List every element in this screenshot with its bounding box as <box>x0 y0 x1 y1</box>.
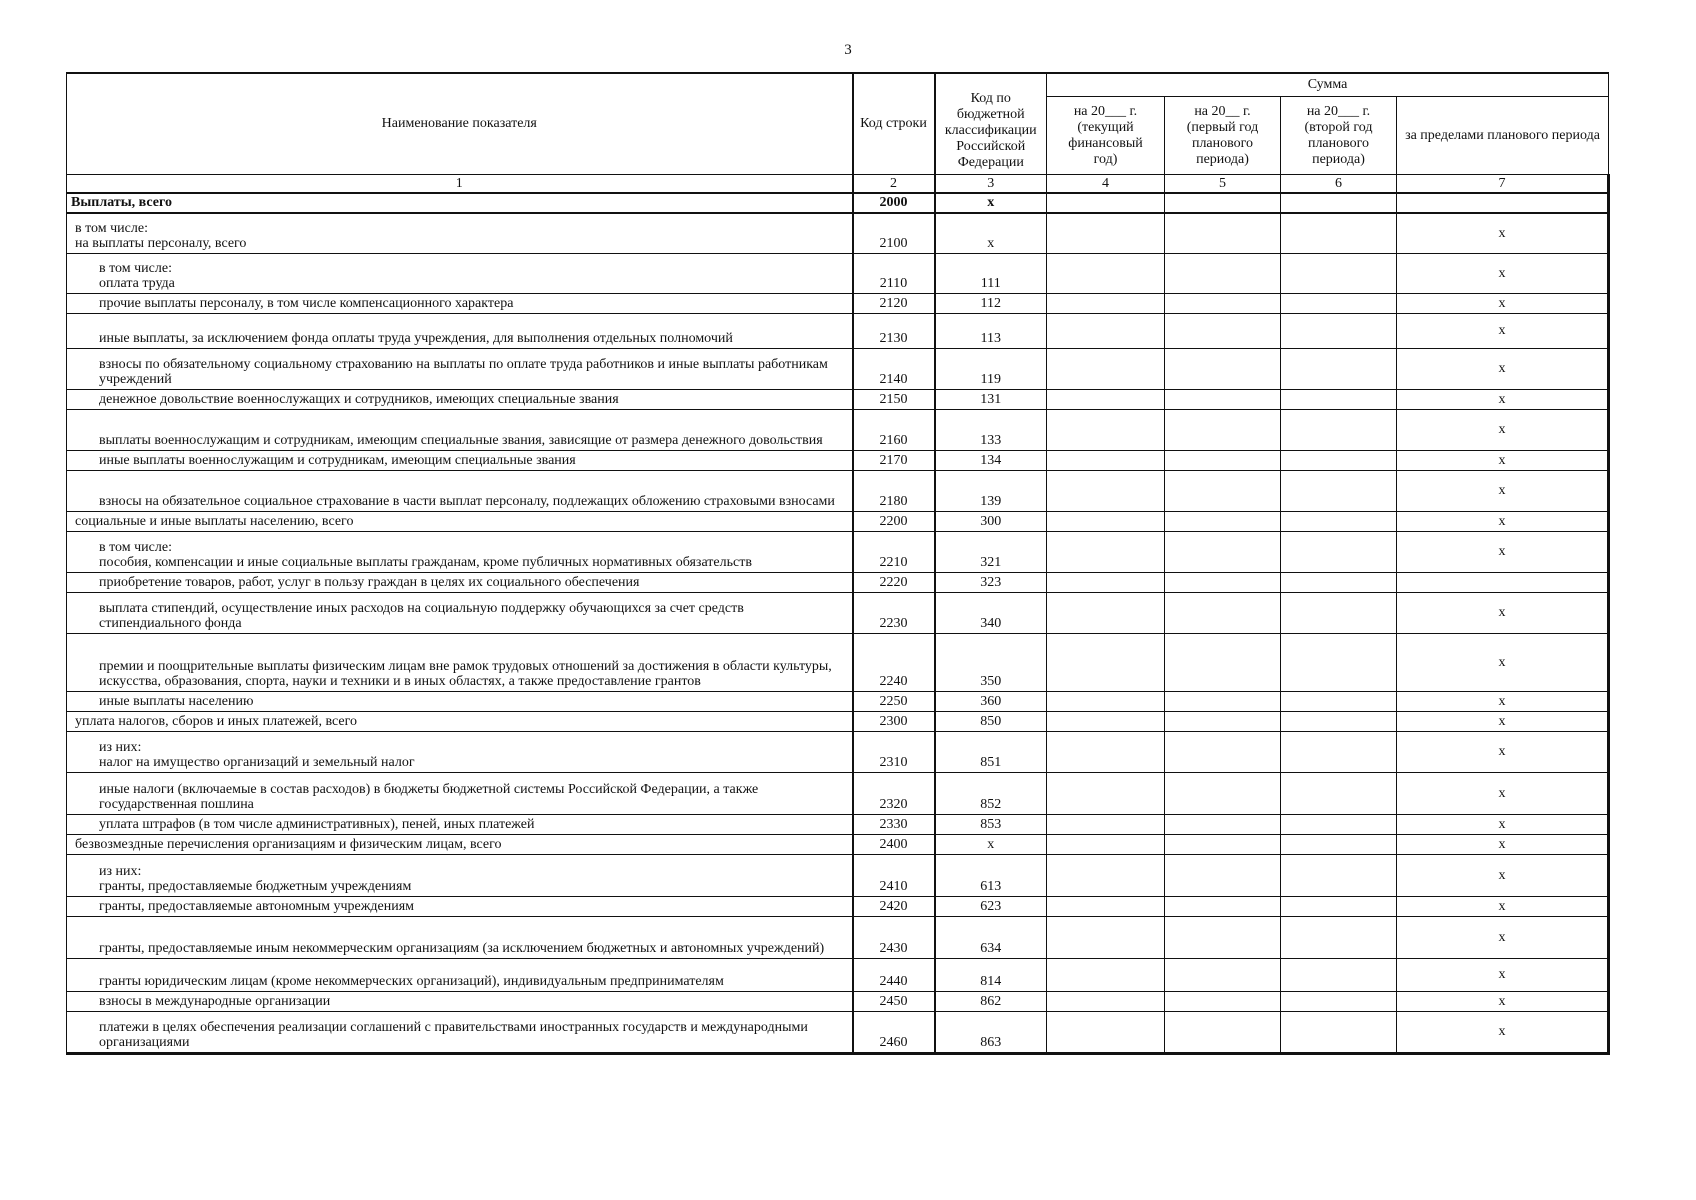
amount-cell[interactable] <box>1281 991 1397 1011</box>
row-name <box>67 450 853 470</box>
amount-cell[interactable] <box>1165 531 1281 572</box>
row-code: 2400 <box>853 834 935 854</box>
amount-cell[interactable] <box>1047 213 1165 253</box>
amount-cell[interactable] <box>1047 896 1165 916</box>
amount-cell[interactable] <box>1047 691 1165 711</box>
amount-cell[interactable] <box>1281 348 1397 389</box>
amount-cell[interactable] <box>1281 896 1397 916</box>
row-name <box>67 531 853 572</box>
row-code: 2420 <box>853 896 935 916</box>
amount-cell[interactable] <box>1281 958 1397 991</box>
table-row <box>67 293 1609 313</box>
col-number: 4 <box>1047 175 1165 194</box>
row-kbk: 323 <box>935 572 1047 592</box>
col-number: 7 <box>1397 175 1609 194</box>
beyond-period-cell: x <box>1397 814 1609 834</box>
row-lead: в том числе: <box>99 539 172 555</box>
row-name <box>67 293 853 313</box>
row-name <box>67 253 853 293</box>
row-code: 2160 <box>853 409 935 450</box>
amount-cell[interactable] <box>1165 511 1281 531</box>
row-kbk: 321 <box>935 531 1047 572</box>
amount-cell[interactable] <box>1047 511 1165 531</box>
beyond-period-cell: x <box>1397 711 1609 731</box>
row-name <box>67 691 853 711</box>
amount-cell[interactable] <box>1047 470 1165 511</box>
amount-cell[interactable] <box>1281 193 1397 213</box>
col-number: 6 <box>1281 175 1397 194</box>
header-kbk: Код по бюджетной классификации Российской Федерации <box>935 73 1047 175</box>
row-code: 2460 <box>853 1011 935 1053</box>
row-code: 2410 <box>853 854 935 896</box>
row-kbk: 634 <box>935 916 1047 958</box>
row-code: 2110 <box>853 253 935 293</box>
amount-cell[interactable] <box>1047 991 1165 1011</box>
row-label: налог на имущество организаций и земельный налог <box>99 754 415 770</box>
row-label: иные налоги (включаемые в состав расходов) в бюджеты бюджетной системы Российской Федерации, а также государственная пошлина <box>99 781 759 812</box>
row-name <box>67 896 853 916</box>
table-row <box>67 348 1609 389</box>
table-row <box>67 916 1609 958</box>
beyond-period-cell: x <box>1397 531 1609 572</box>
amount-cell[interactable] <box>1281 313 1397 348</box>
row-code: 2140 <box>853 348 935 389</box>
header-year1: на 20___ г. (текущий финансовый год) <box>1047 97 1165 175</box>
row-name <box>67 213 853 253</box>
row-name <box>67 991 853 1011</box>
table-row <box>67 450 1609 470</box>
amount-cell[interactable] <box>1047 592 1165 633</box>
row-kbk: 350 <box>935 633 1047 691</box>
row-name <box>67 1011 853 1053</box>
row-kbk: 112 <box>935 293 1047 313</box>
row-lead: в том числе: <box>75 220 148 236</box>
row-kbk: 133 <box>935 409 1047 450</box>
row-label: иные выплаты военнослужащим и сотрудникам, имеющим специальные звания <box>99 452 576 468</box>
amount-cell[interactable] <box>1281 633 1397 691</box>
table-row <box>67 854 1609 896</box>
amount-cell[interactable] <box>1047 348 1165 389</box>
beyond-period-cell <box>1397 572 1609 592</box>
beyond-period-cell: x <box>1397 450 1609 470</box>
beyond-period-cell: x <box>1397 348 1609 389</box>
row-code: 2330 <box>853 814 935 834</box>
amount-cell[interactable] <box>1281 731 1397 772</box>
row-kbk: 300 <box>935 511 1047 531</box>
header-sum: Сумма <box>1047 73 1609 97</box>
row-name <box>67 854 853 896</box>
amount-cell[interactable] <box>1165 711 1281 731</box>
amount-cell[interactable] <box>1047 572 1165 592</box>
beyond-period-cell: x <box>1397 253 1609 293</box>
row-label: уплата налогов, сборов и иных платежей, всего <box>75 713 358 729</box>
header-beyond: за пределами планового периода <box>1397 97 1609 175</box>
row-code: 2430 <box>853 916 935 958</box>
table-row <box>67 834 1609 854</box>
row-lead: из них: <box>99 863 142 879</box>
row-name <box>67 348 853 389</box>
amount-cell[interactable] <box>1165 958 1281 991</box>
table-row <box>67 572 1609 592</box>
row-code: 2150 <box>853 389 935 409</box>
row-label: премии и поощрительные выплаты физическим лицам вне рамок трудовых отношений за достижения в области культуры, искусства, образования, спорта, науки и техники и в иных областях, а также предоставление грантов <box>99 658 832 689</box>
amount-cell[interactable] <box>1165 470 1281 511</box>
table-row <box>67 470 1609 511</box>
amount-cell[interactable] <box>1047 531 1165 572</box>
table-row <box>67 193 1609 213</box>
amount-cell[interactable] <box>1281 511 1397 531</box>
row-label: гранты, предоставляемые бюджетным учреждениям <box>99 878 412 894</box>
amount-cell[interactable] <box>1047 450 1165 470</box>
row-name <box>67 711 853 731</box>
row-code: 2120 <box>853 293 935 313</box>
beyond-period-cell: x <box>1397 896 1609 916</box>
amount-cell[interactable] <box>1281 814 1397 834</box>
header-year2: на 20__ г. (первый год планового периода) <box>1165 97 1281 175</box>
row-name <box>67 772 853 814</box>
row-name <box>67 470 853 511</box>
row-lead: в том числе: <box>99 260 172 276</box>
row-name <box>67 313 853 348</box>
table-row <box>67 313 1609 348</box>
row-lead: из них: <box>99 739 142 755</box>
row-label: выплата стипендий, осуществление иных расходов на социальную поддержку обучающихся за счет средств стипендиального фонда <box>99 600 744 631</box>
amount-cell[interactable] <box>1281 772 1397 814</box>
table-row <box>67 896 1609 916</box>
beyond-period-cell: x <box>1397 293 1609 313</box>
row-label: гранты юридическим лицам (кроме некоммерческих организаций), индивидуальным предпринимателям <box>99 973 724 989</box>
row-label: гранты, предоставляемые автономным учреждениям <box>99 898 415 914</box>
row-kbk: 113 <box>935 313 1047 348</box>
table-row <box>67 389 1609 409</box>
table-row <box>67 409 1609 450</box>
amount-cell[interactable] <box>1281 531 1397 572</box>
col-number: 3 <box>935 175 1047 194</box>
amount-cell[interactable] <box>1047 633 1165 691</box>
amount-cell[interactable] <box>1281 711 1397 731</box>
beyond-period-cell: x <box>1397 389 1609 409</box>
amount-cell[interactable] <box>1165 193 1281 213</box>
table-row <box>67 592 1609 633</box>
table-row <box>67 511 1609 531</box>
row-name <box>67 409 853 450</box>
beyond-period-cell: x <box>1397 834 1609 854</box>
amount-cell[interactable] <box>1281 253 1397 293</box>
amount-cell[interactable] <box>1165 633 1281 691</box>
row-kbk: x <box>935 193 1047 213</box>
row-kbk: x <box>935 834 1047 854</box>
amount-cell[interactable] <box>1165 213 1281 253</box>
amount-cell[interactable] <box>1047 253 1165 293</box>
row-code: 2240 <box>853 633 935 691</box>
amount-cell[interactable] <box>1281 213 1397 253</box>
row-kbk: 852 <box>935 772 1047 814</box>
row-label: иные выплаты населению <box>99 693 254 709</box>
row-name <box>67 916 853 958</box>
row-code: 2450 <box>853 991 935 1011</box>
amount-cell[interactable] <box>1165 772 1281 814</box>
row-name <box>67 633 853 691</box>
amount-cell[interactable] <box>1165 814 1281 834</box>
row-code: 2210 <box>853 531 935 572</box>
amount-cell[interactable] <box>1281 691 1397 711</box>
budget-table-sheet <box>66 72 1608 1055</box>
amount-cell[interactable] <box>1047 916 1165 958</box>
amount-cell[interactable] <box>1047 731 1165 772</box>
col-number: 5 <box>1165 175 1281 194</box>
row-label: иные выплаты, за исключением фонда оплаты труда учреждения, для выполнения отдельных полномочий <box>99 330 733 346</box>
row-name <box>67 834 853 854</box>
row-code: 2310 <box>853 731 935 772</box>
amount-cell[interactable] <box>1281 592 1397 633</box>
row-label: приобретение товаров, работ, услуг в пользу граждан в целях их социального обеспечения <box>99 574 640 590</box>
row-kbk: 134 <box>935 450 1047 470</box>
row-label: оплата труда <box>99 275 175 291</box>
row-name <box>67 958 853 991</box>
row-kbk: 862 <box>935 991 1047 1011</box>
amount-cell[interactable] <box>1047 854 1165 896</box>
table-row <box>67 814 1609 834</box>
amount-cell[interactable] <box>1281 834 1397 854</box>
amount-cell[interactable] <box>1047 293 1165 313</box>
row-kbk: 850 <box>935 711 1047 731</box>
beyond-period-cell: x <box>1397 772 1609 814</box>
amount-cell[interactable] <box>1047 772 1165 814</box>
row-code: 2100 <box>853 213 935 253</box>
row-label: взносы по обязательному социальному страхованию на выплаты по оплате труда работников и иные выплаты работникам учреждений <box>99 356 828 387</box>
row-label: прочие выплаты персоналу, в том числе компенсационного характера <box>99 295 514 311</box>
beyond-period-cell: x <box>1397 213 1609 253</box>
beyond-period-cell: x <box>1397 854 1609 896</box>
row-code: 2440 <box>853 958 935 991</box>
row-code: 2320 <box>853 772 935 814</box>
row-kbk: x <box>935 213 1047 253</box>
beyond-period-cell: x <box>1397 916 1609 958</box>
row-code: 2180 <box>853 470 935 511</box>
amount-cell[interactable] <box>1047 409 1165 450</box>
header-name: Наименование показателя <box>67 73 853 175</box>
row-kbk: 814 <box>935 958 1047 991</box>
amount-cell[interactable] <box>1165 409 1281 450</box>
table-row <box>67 711 1609 731</box>
amount-cell[interactable] <box>1165 313 1281 348</box>
amount-cell[interactable] <box>1047 834 1165 854</box>
table-row <box>67 731 1609 772</box>
row-kbk: 613 <box>935 854 1047 896</box>
amount-cell[interactable] <box>1047 711 1165 731</box>
beyond-period-cell: x <box>1397 691 1609 711</box>
header-code: Код строки <box>853 73 935 175</box>
amount-cell[interactable] <box>1281 470 1397 511</box>
amount-cell[interactable] <box>1047 958 1165 991</box>
row-label: безвозмездные перечисления организациям и физическим лицам, всего <box>75 836 502 852</box>
beyond-period-cell: x <box>1397 633 1609 691</box>
row-code: 2220 <box>853 572 935 592</box>
beyond-period-cell: x <box>1397 409 1609 450</box>
page-number: 3 <box>844 42 852 58</box>
row-code: 2250 <box>853 691 935 711</box>
amount-cell[interactable] <box>1047 313 1165 348</box>
amount-cell[interactable] <box>1281 293 1397 313</box>
amount-cell[interactable] <box>1047 814 1165 834</box>
payments-table <box>66 72 1610 1055</box>
row-label: на выплаты персоналу, всего <box>75 235 247 251</box>
table-row <box>67 991 1609 1011</box>
amount-cell[interactable] <box>1165 450 1281 470</box>
col-number: 2 <box>853 175 935 194</box>
row-label: взносы на обязательное социальное страхование в части выплат персоналу, подлежащих обложению страховыми взносами <box>99 493 835 509</box>
table-row <box>67 958 1609 991</box>
row-code: 2170 <box>853 450 935 470</box>
row-label: Выплаты, всего <box>71 195 172 210</box>
col-number: 1 <box>67 175 853 194</box>
row-kbk: 623 <box>935 896 1047 916</box>
amount-cell[interactable] <box>1165 293 1281 313</box>
row-label: выплаты военнослужащим и сотрудникам, имеющим специальные звания, зависящие от размера денежного довольствия <box>99 432 823 448</box>
amount-cell[interactable] <box>1047 1011 1165 1053</box>
amount-cell[interactable] <box>1165 854 1281 896</box>
row-kbk: 360 <box>935 691 1047 711</box>
amount-cell[interactable] <box>1165 896 1281 916</box>
table-body <box>67 193 1609 1053</box>
row-code: 2130 <box>853 313 935 348</box>
amount-cell[interactable] <box>1165 592 1281 633</box>
row-label: социальные и иные выплаты населению, всего <box>75 513 354 529</box>
beyond-period-cell: x <box>1397 1011 1609 1053</box>
amount-cell[interactable] <box>1047 389 1165 409</box>
beyond-period-cell: x <box>1397 592 1609 633</box>
row-kbk: 119 <box>935 348 1047 389</box>
table-row <box>67 691 1609 711</box>
table-row <box>67 253 1609 293</box>
row-kbk: 340 <box>935 592 1047 633</box>
row-name <box>67 592 853 633</box>
row-label: взносы в международные организации <box>99 993 331 1009</box>
amount-cell[interactable] <box>1165 1011 1281 1053</box>
table-row <box>67 531 1609 572</box>
amount-cell[interactable] <box>1281 1011 1397 1053</box>
amount-cell[interactable] <box>1165 991 1281 1011</box>
table-row <box>67 633 1609 691</box>
table-row <box>67 772 1609 814</box>
amount-cell[interactable] <box>1165 691 1281 711</box>
row-kbk: 851 <box>935 731 1047 772</box>
row-kbk: 863 <box>935 1011 1047 1053</box>
beyond-period-cell: x <box>1397 511 1609 531</box>
amount-cell[interactable] <box>1281 409 1397 450</box>
beyond-period-cell: x <box>1397 731 1609 772</box>
amount-cell[interactable] <box>1165 253 1281 293</box>
amount-cell[interactable] <box>1047 193 1165 213</box>
row-kbk: 131 <box>935 389 1047 409</box>
amount-cell[interactable] <box>1165 389 1281 409</box>
row-code: 2300 <box>853 711 935 731</box>
row-label: платежи в целях обеспечения реализации соглашений с правительствами иностранных государств и международными организациями <box>99 1019 808 1050</box>
amount-cell[interactable] <box>1281 572 1397 592</box>
row-code: 2200 <box>853 511 935 531</box>
row-kbk: 111 <box>935 253 1047 293</box>
amount-cell[interactable] <box>1281 389 1397 409</box>
row-label: денежное довольствие военнослужащих и сотрудников, имеющих специальные звания <box>99 391 619 407</box>
row-kbk: 853 <box>935 814 1047 834</box>
beyond-period-cell: x <box>1397 313 1609 348</box>
row-name <box>67 511 853 531</box>
row-label: пособия, компенсации и иные социальные выплаты гражданам, кроме публичных нормативных обязательств <box>99 554 752 570</box>
header-year3: на 20___ г. (второй год планового периода) <box>1281 97 1397 175</box>
row-label: уплата штрафов (в том числе административных), пеней, иных платежей <box>99 816 535 832</box>
row-code: 2230 <box>853 592 935 633</box>
row-label: гранты, предоставляемые иным некоммерческим организациям (за исключением бюджетных и автономных учреждений) <box>99 940 825 956</box>
amount-cell[interactable] <box>1165 572 1281 592</box>
amount-cell[interactable] <box>1281 854 1397 896</box>
row-name <box>67 731 853 772</box>
beyond-period-cell: x <box>1397 991 1609 1011</box>
beyond-period-cell: x <box>1397 958 1609 991</box>
amount-cell[interactable] <box>1165 348 1281 389</box>
row-name <box>67 389 853 409</box>
amount-cell[interactable] <box>1281 916 1397 958</box>
table-row <box>67 213 1609 253</box>
beyond-period-cell: x <box>1397 470 1609 511</box>
row-kbk: 139 <box>935 470 1047 511</box>
amount-cell[interactable] <box>1281 450 1397 470</box>
row-name <box>67 572 853 592</box>
beyond-period-cell <box>1397 193 1609 213</box>
row-name <box>67 814 853 834</box>
row-code: 2000 <box>853 193 935 213</box>
row-name <box>67 193 853 213</box>
amount-cell[interactable] <box>1165 916 1281 958</box>
table-row <box>67 1011 1609 1053</box>
amount-cell[interactable] <box>1165 834 1281 854</box>
amount-cell[interactable] <box>1165 731 1281 772</box>
